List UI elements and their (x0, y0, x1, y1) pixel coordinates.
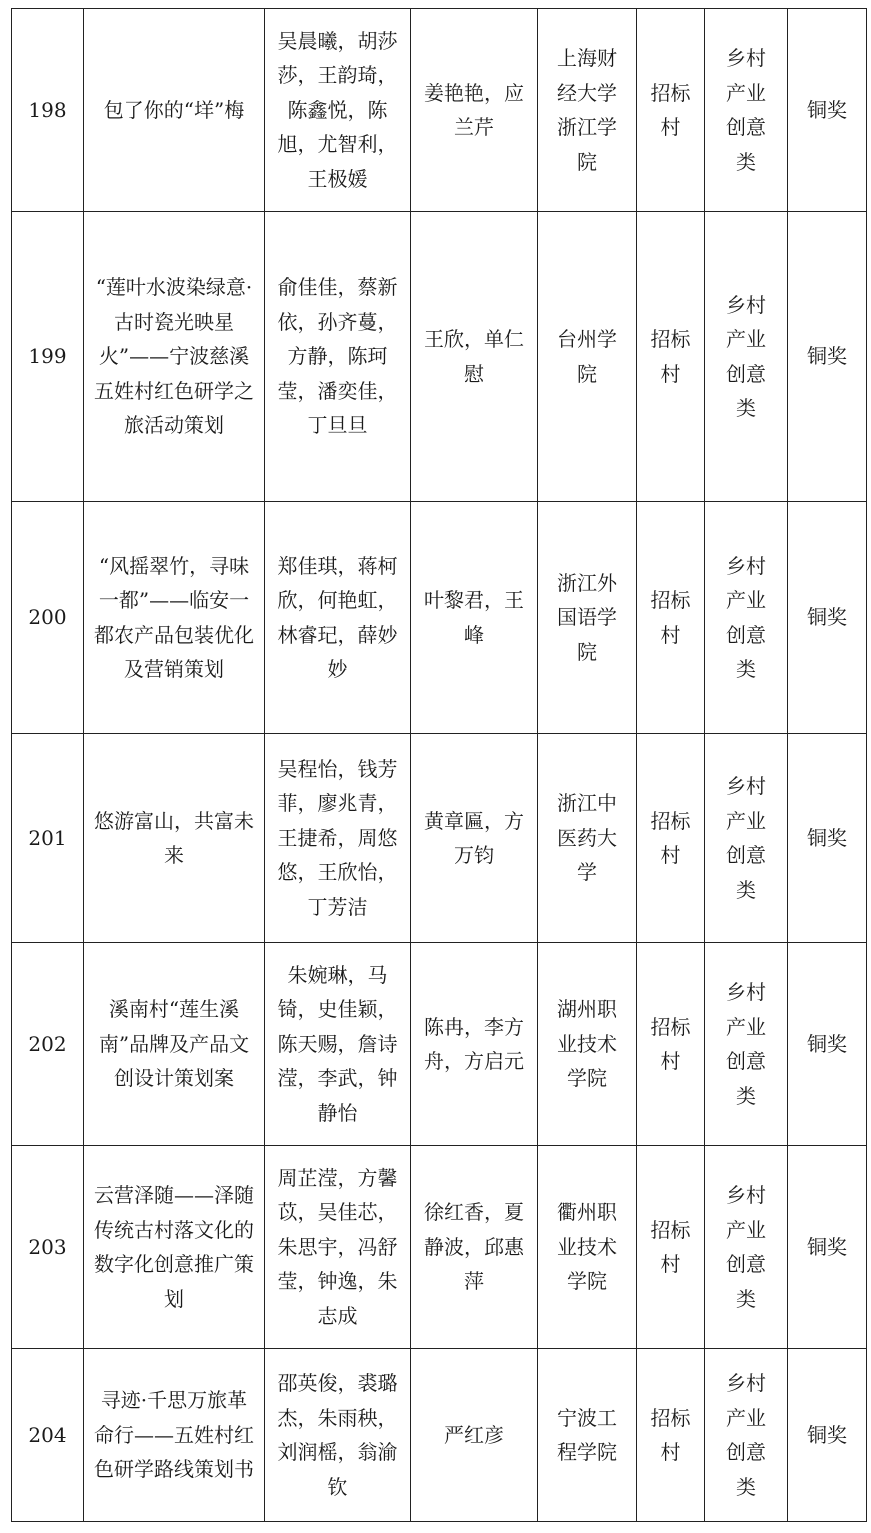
school: 宁波工程学院 (538, 1349, 637, 1522)
row-number: 202 (12, 943, 84, 1146)
row-number: 198 (12, 9, 84, 212)
village-type: 招标村 (637, 212, 705, 502)
row-number: 201 (12, 734, 84, 943)
project-title: 悠游富山，共富未来 (84, 734, 265, 943)
team-members: 周芷滢，方馨苡，吴佳芯，朱思宇，冯舒莹，钟逸，朱志成 (265, 1146, 411, 1349)
award: 铜奖 (788, 943, 867, 1146)
school: 浙江中医药大学 (538, 734, 637, 943)
village-type: 招标村 (637, 943, 705, 1146)
award: 铜奖 (788, 502, 867, 734)
school: 浙江外国语学院 (538, 502, 637, 734)
advisors: 王欣，单仁慰 (411, 212, 538, 502)
row-number: 203 (12, 1146, 84, 1349)
project-title: 寻迹·千思万旅革命行——五姓村红色研学路线策划书 (84, 1349, 265, 1522)
village-type: 招标村 (637, 1146, 705, 1349)
award: 铜奖 (788, 1349, 867, 1522)
category: 乡村产业创意类 (705, 502, 788, 734)
advisors: 姜艳艳，应兰芹 (411, 9, 538, 212)
advisors: 徐红香，夏静波，邱惠萍 (411, 1146, 538, 1349)
team-members: 俞佳佳，蔡新依，孙齐蔓，方静，陈珂莹，潘奕佳，丁旦旦 (265, 212, 411, 502)
project-title: 云营泽随——泽随传统古村落文化的数字化创意推广策划 (84, 1146, 265, 1349)
award: 铜奖 (788, 1146, 867, 1349)
category: 乡村产业创意类 (705, 734, 788, 943)
team-members: 朱婉琳，马锜，史佳颖，陈天赐，詹诗滢，李武，钟静怡 (265, 943, 411, 1146)
advisors: 叶黎君，王峰 (411, 502, 538, 734)
project-title: 包了你的“垟”梅 (84, 9, 265, 212)
table-row (12, 734, 867, 943)
row-number: 200 (12, 502, 84, 734)
school: 台州学院 (538, 212, 637, 502)
award: 铜奖 (788, 734, 867, 943)
team-members: 吴程怡，钱芳菲，廖兆青，王捷希，周悠悠，王欣怡，丁芳洁 (265, 734, 411, 943)
team-members: 邵英俊，裘璐杰，朱雨秧，刘润榣，翁渝钦 (265, 1349, 411, 1522)
village-type: 招标村 (637, 734, 705, 943)
row-number: 199 (12, 212, 84, 502)
village-type: 招标村 (637, 1349, 705, 1522)
table-row (12, 1146, 867, 1349)
row-number: 204 (12, 1349, 84, 1522)
table-row (12, 9, 867, 212)
table-row (12, 212, 867, 502)
advisors: 陈冉，李方舟，方启元 (411, 943, 538, 1146)
category: 乡村产业创意类 (705, 212, 788, 502)
village-type: 招标村 (637, 9, 705, 212)
school: 上海财经大学浙江学院 (538, 9, 637, 212)
category: 乡村产业创意类 (705, 9, 788, 212)
table-row (12, 943, 867, 1146)
category: 乡村产业创意类 (705, 943, 788, 1146)
advisors: 严红彦 (411, 1349, 538, 1522)
award: 铜奖 (788, 9, 867, 212)
team-members: 郑佳琪，蒋柯欣，何艳虹，林睿玘，薛妙妙 (265, 502, 411, 734)
village-type: 招标村 (637, 502, 705, 734)
school: 湖州职业技术学院 (538, 943, 637, 1146)
project-title: 溪南村“莲生溪南”品牌及产品文创设计策划案 (84, 943, 265, 1146)
project-title: “风摇翠竹，寻味一都”——临安一都农产品包装优化及营销策划 (84, 502, 265, 734)
school: 衢州职业技术学院 (538, 1146, 637, 1349)
category: 乡村产业创意类 (705, 1146, 788, 1349)
advisors: 黄章匾，方万钧 (411, 734, 538, 943)
category: 乡村产业创意类 (705, 1349, 788, 1522)
awards-table (11, 8, 867, 1522)
team-members: 吴晨曦，胡莎莎，王韵琦，陈鑫悦，陈旭，尤智利，王极媛 (265, 9, 411, 212)
award: 铜奖 (788, 212, 867, 502)
table-row (12, 502, 867, 734)
table-row (12, 1349, 867, 1522)
project-title: “莲叶水波染绿意·古时瓷光映星火”——宁波慈溪五姓村红色研学之旅活动策划 (84, 212, 265, 502)
